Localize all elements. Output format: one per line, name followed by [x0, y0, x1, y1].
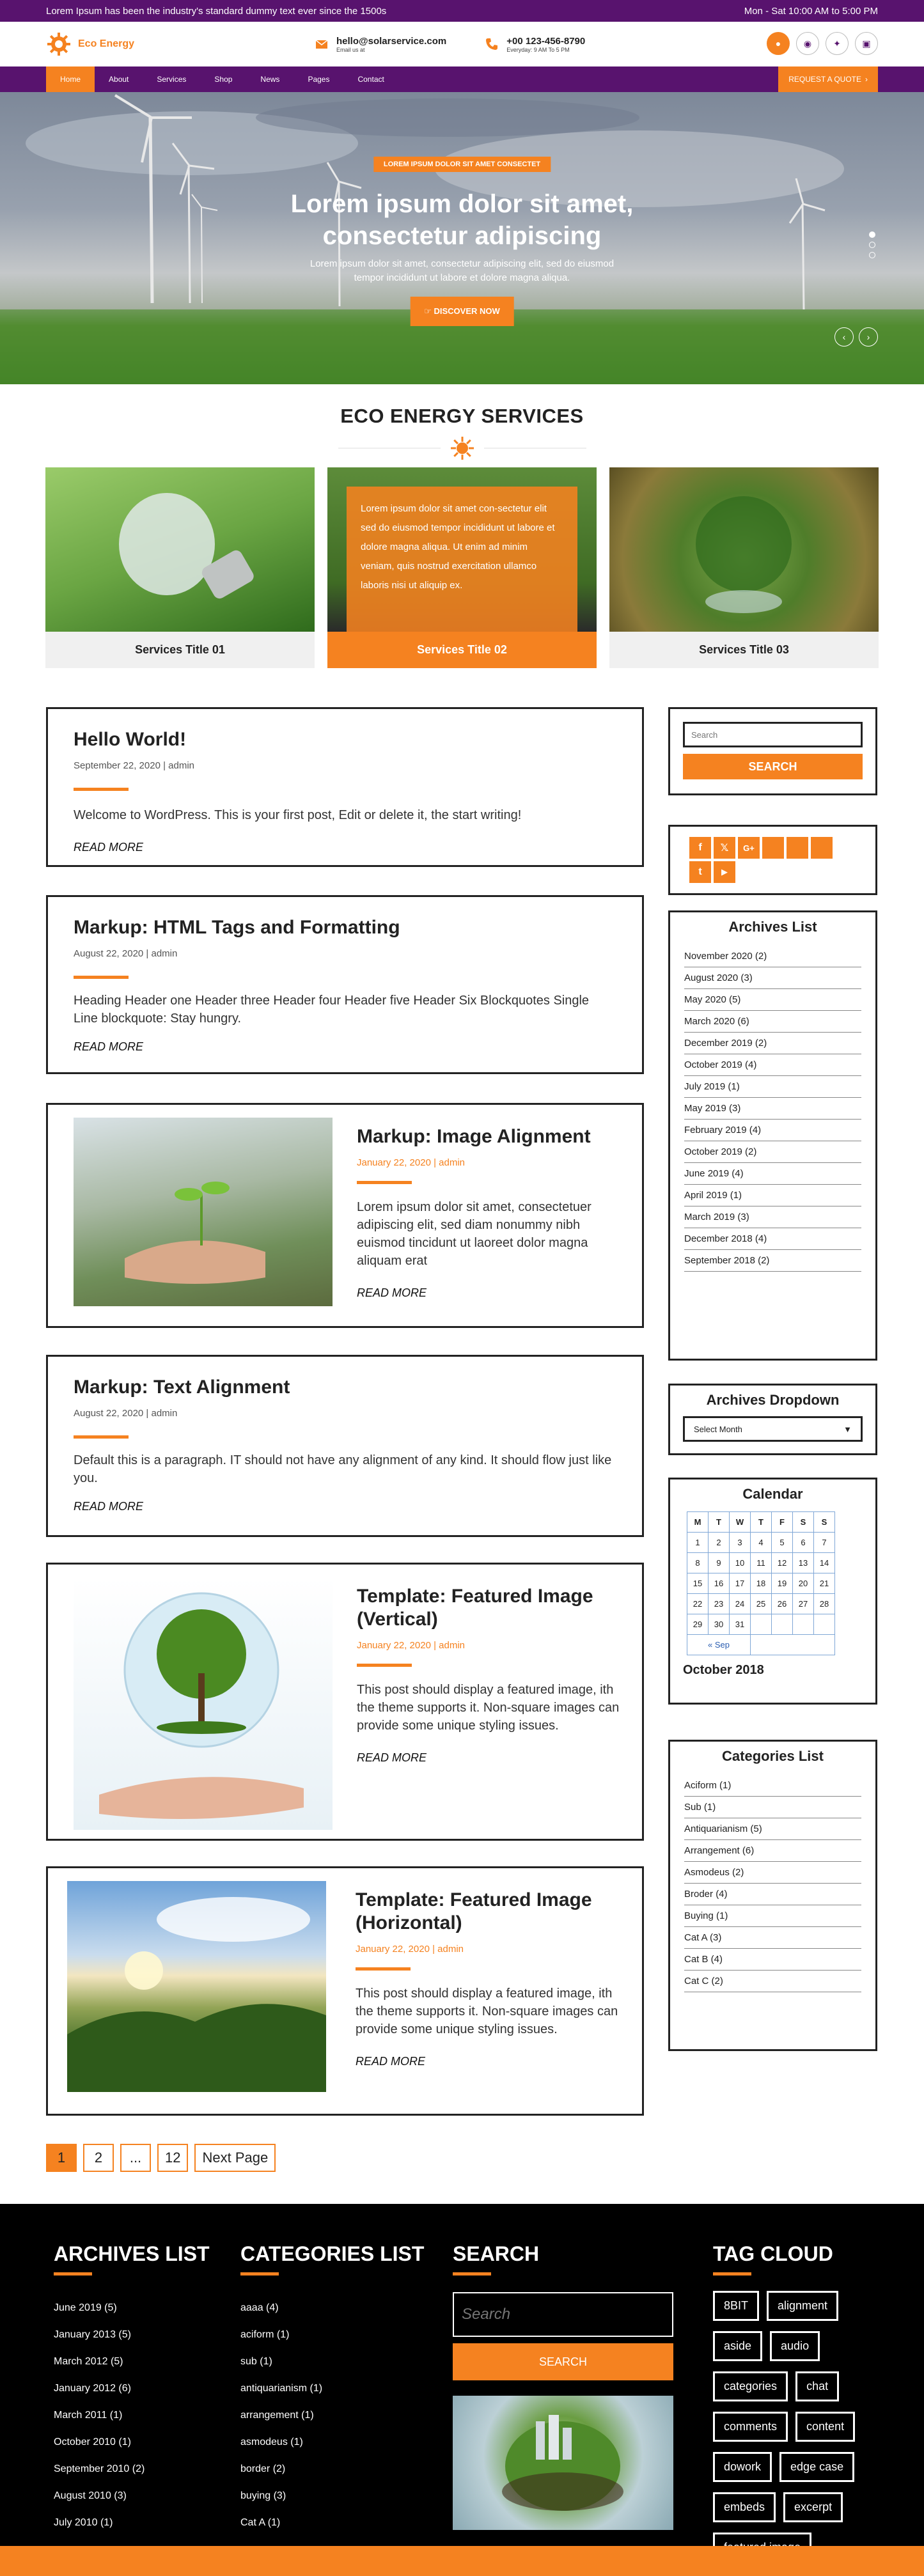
footer-category-link[interactable]: arrangement (1) [240, 2410, 314, 2421]
phone-icon [485, 37, 499, 51]
google-plus-icon[interactable]: G+ [738, 837, 760, 859]
read-more-link[interactable]: READ MORE [357, 1751, 427, 1764]
post-excerpt: Default this is a paragraph. IT should not have any alignment of any kind. It should flow just like you. [74, 1453, 612, 1485]
heading-underline [240, 2272, 279, 2275]
footer-archive-link[interactable]: March 2011 (1) [54, 2410, 123, 2421]
categories-widget [668, 1740, 877, 2051]
calendar-date: 3 [730, 1533, 751, 1553]
search-toggle-icon[interactable]: ● [767, 32, 790, 55]
calendar-date: 1 [687, 1533, 709, 1553]
post-excerpt: Lorem ipsum dolor sit amet, consectetuer adipiscing elit, sed diam nonummy nibh euismod tincidunt ut laoreet dolor magna aliquam erat [357, 1200, 591, 1268]
categories-list [684, 1775, 861, 1992]
tag-link[interactable]: comments [713, 2412, 788, 2442]
footer-category-link[interactable]: sub (1) [240, 2356, 272, 2367]
tag-link[interactable]: content [795, 2412, 855, 2442]
category-link[interactable]: Arrangement (6) [684, 1840, 861, 1862]
calendar-date: 9 [709, 1553, 730, 1573]
category-link[interactable]: Aciform (1) [684, 1775, 861, 1797]
footer-category-link[interactable]: border (2) [240, 2463, 286, 2474]
calendar-date: 27 [793, 1594, 814, 1614]
calendar-date: 20 [793, 1573, 814, 1594]
footer-categories [240, 2242, 424, 2536]
category-link[interactable]: Asmodeus (2) [684, 1862, 861, 1884]
archive-link[interactable]: August 2020 (3) [684, 967, 861, 989]
calendar-date: 14 [814, 1553, 835, 1573]
calendar-day-header: W [730, 1512, 751, 1533]
title-underline [74, 976, 129, 979]
category-link[interactable]: Broder (4) [684, 1884, 861, 1905]
phone-contact[interactable] [485, 36, 585, 53]
category-link[interactable]: Cat A (3) [684, 1927, 861, 1949]
slider-dots [869, 231, 875, 258]
calendar-date: 29 [687, 1614, 709, 1635]
calendar-date: 24 [730, 1594, 751, 1614]
search-widget [668, 707, 877, 795]
calendar-spacer [751, 1635, 835, 1655]
linkedin-icon[interactable]: ▣ [855, 32, 878, 55]
prev-slide-icon[interactable]: ‹ [834, 327, 854, 347]
post-meta: January 22, 2020 | admin [357, 1640, 466, 1651]
post-meta: September 22, 2020 | admin [74, 760, 195, 771]
tag-list [713, 2291, 892, 2573]
next-slide-icon[interactable]: › [859, 327, 878, 347]
tag-link[interactable]: excerpt [783, 2492, 843, 2522]
calendar-date: 11 [751, 1553, 772, 1573]
category-link[interactable]: Buying (1) [684, 1905, 861, 1927]
calendar-date: 16 [709, 1573, 730, 1594]
slider-dot[interactable] [869, 242, 875, 248]
read-more-link[interactable]: READ MORE [74, 841, 144, 854]
discover-now-button[interactable] [410, 297, 514, 326]
footer-archive-link[interactable]: October 2010 (1) [54, 2437, 131, 2447]
calendar-day-header: S [793, 1512, 814, 1533]
tree-bubble-image [74, 1577, 333, 1830]
request-quote-button[interactable] [778, 66, 878, 92]
footer-category-link[interactable]: antiquarianism (1) [240, 2383, 323, 2394]
blog-post [46, 1103, 644, 1328]
hills-windmill-image [67, 1881, 326, 2092]
tag-link[interactable]: 8BIT [713, 2291, 759, 2321]
laptop-grass-image [327, 467, 597, 632]
footer-category-link[interactable]: aciform (1) [240, 2329, 290, 2340]
footer-archives [54, 2242, 210, 2536]
footer-search [453, 2242, 673, 2530]
footer-archives-list [54, 2295, 210, 2536]
nav-shop[interactable]: Shop [214, 75, 233, 84]
post-title[interactable]: Markup: Image Alignment [357, 1126, 591, 1147]
service-overlay: Lorem ipsum dolor sit amet con-sectetur elit sed do eiusmod tempor incididunt ut labore et dolore magna aliqua. Ut enim ad minim veniam, quis nostrud exercitation ullamco laboris nisi ut aliquip ex. [347, 487, 577, 632]
services-list [0, 467, 924, 668]
lightbulb-image [45, 467, 315, 632]
footer-archive-link[interactable]: September 2010 (2) [54, 2463, 145, 2474]
footer-archive-link[interactable]: January 2013 (5) [54, 2329, 131, 2340]
blog-post [46, 1866, 644, 2116]
blog-post [46, 707, 644, 867]
calendar-date: 5 [772, 1533, 793, 1553]
calendar-table [687, 1511, 835, 1655]
heading-underline [453, 2272, 491, 2275]
dropdown-title: Archives Dropdown [706, 1392, 840, 1408]
title-ornament [0, 435, 924, 461]
archives-widget [668, 910, 877, 1361]
archive-link[interactable]: December 2018 (4) [684, 1228, 861, 1250]
slider-arrows [834, 327, 878, 347]
archive-link[interactable]: July 2019 (1) [684, 1076, 861, 1098]
globe-city-image [453, 2396, 673, 2530]
logo[interactable] [46, 31, 315, 57]
calendar-day-header: M [687, 1512, 709, 1533]
archive-link[interactable]: October 2019 (2) [684, 1141, 861, 1163]
tag-link[interactable]: audio [770, 2331, 820, 2361]
calendar-date: 15 [687, 1573, 709, 1594]
tag-link[interactable]: dowork [713, 2452, 772, 2482]
calendar-date [772, 1614, 793, 1635]
email-contact[interactable] [315, 36, 446, 53]
nav-services[interactable]: Services [157, 75, 187, 84]
post-title[interactable]: Template: Featured Image (Vertical) [357, 1586, 593, 1630]
tumblr-icon[interactable]: t [689, 861, 711, 883]
email-label: Email us at [336, 46, 365, 53]
read-more-link[interactable]: READ MORE [74, 1500, 144, 1513]
title-underline [357, 1181, 412, 1184]
calendar-date: 12 [772, 1553, 793, 1573]
archive-link[interactable]: February 2019 (4) [684, 1120, 861, 1141]
page-1[interactable]: 1 [46, 2144, 77, 2172]
slider-dot[interactable] [869, 252, 875, 258]
tag-link[interactable]: chat [795, 2371, 839, 2401]
calendar-date: 6 [793, 1533, 814, 1553]
month-select[interactable] [683, 1416, 863, 1442]
footer-archive-link[interactable]: January 2012 (6) [54, 2383, 131, 2394]
divider [484, 448, 586, 449]
category-link[interactable]: Cat C (2) [684, 1971, 861, 1992]
archive-link[interactable]: September 2018 (2) [684, 1250, 861, 1272]
post-excerpt: This post should display a featured image, ith the theme supports it. Non-square images can provide some unique styling issues. [356, 1987, 618, 2036]
phone-hours: Everyday: 9 AM To 5 PM [506, 46, 570, 53]
service-card[interactable] [609, 467, 879, 668]
calendar-title: Calendar [742, 1486, 803, 1502]
social-widget [668, 825, 877, 895]
post-meta: August 22, 2020 | admin [74, 948, 178, 959]
page-2[interactable]: 2 [83, 2144, 114, 2172]
footer-category-link[interactable]: Cat A (1) [240, 2517, 281, 2528]
archive-link[interactable]: June 2019 (4) [684, 1163, 861, 1185]
archive-link[interactable]: May 2020 (5) [684, 989, 861, 1011]
service-title: Services Title 02 [417, 643, 507, 656]
calendar-date: 17 [730, 1573, 751, 1594]
thumb-icon: ☞ [424, 306, 432, 316]
nav-pages[interactable]: Pages [308, 75, 330, 84]
calendar-date: 13 [793, 1553, 814, 1573]
footer-archive-link[interactable]: August 2010 (3) [54, 2490, 127, 2501]
service-title: Services Title 01 [135, 643, 225, 656]
header-icons [767, 32, 878, 55]
archives-list [684, 946, 861, 1272]
caret-down-icon: ▼ [843, 1424, 852, 1434]
hero-slider [0, 92, 924, 384]
post-title[interactable]: Markup: Text Alignment [74, 1377, 290, 1398]
service-title: Services Title 03 [699, 643, 789, 656]
archive-link[interactable]: March 2019 (3) [684, 1206, 861, 1228]
sun-icon [450, 435, 475, 461]
tag-link[interactable]: embeds [713, 2492, 776, 2522]
calendar-day-header: F [772, 1512, 793, 1533]
calendar-date: 31 [730, 1614, 751, 1635]
footer-category-link[interactable]: asmodeus (1) [240, 2437, 303, 2447]
calendar-date: 19 [772, 1573, 793, 1594]
tree-globe-image [609, 467, 879, 632]
hero-text: Lorem ipsum dolor sit amet, consectetur adipiscing elit, sed do eiusmod tempor incididunt ut labore et dolore magna aliqua. [309, 258, 615, 283]
calendar-date: 7 [814, 1533, 835, 1553]
heading-underline [54, 2272, 92, 2275]
archive-link[interactable]: May 2019 (3) [684, 1098, 861, 1120]
quote-label: REQUEST A QUOTE [788, 75, 861, 84]
header [0, 22, 924, 66]
calendar-date: 18 [751, 1573, 772, 1594]
title-underline [357, 1664, 412, 1667]
calendar-prev-link[interactable]: « Sep [687, 1635, 751, 1655]
calendar-day-header: T [751, 1512, 772, 1533]
nav-about[interactable]: About [109, 75, 129, 84]
post-excerpt: This post should display a featured image, ith the theme supports it. Non-square images can provide some unique styling issues. [357, 1683, 620, 1733]
category-link[interactable]: Cat B (4) [684, 1949, 861, 1971]
category-link[interactable]: Antiquarianism (5) [684, 1818, 861, 1840]
footer-category-link[interactable]: aaaa (4) [240, 2302, 279, 2313]
month-select-value: Select Month [694, 1424, 742, 1434]
services-title: ECO ENERGY SERVICES [340, 405, 584, 427]
calendar-date: 8 [687, 1553, 709, 1573]
sun-gear-icon [46, 31, 72, 57]
footer-archive-link[interactable]: July 2010 (1) [54, 2517, 113, 2528]
post-title[interactable]: Template: Featured Image (Horizontal) [356, 1889, 592, 1933]
phone-number: +00 123-456-8790 [506, 35, 586, 47]
archive-link[interactable]: March 2020 (6) [684, 1011, 861, 1033]
social-icon[interactable] [811, 837, 833, 859]
post-title[interactable]: Hello World! [74, 729, 187, 750]
blog-post [46, 1355, 644, 1537]
slider-dot[interactable] [869, 231, 875, 238]
sidebar-search-button[interactable]: SEARCH [683, 754, 863, 779]
calendar-date: 21 [814, 1573, 835, 1594]
footer-search-title: SEARCH [453, 2242, 540, 2265]
calendar-widget [668, 1478, 877, 1705]
archives-dropdown-widget [668, 1384, 877, 1455]
footer [0, 2204, 924, 2546]
tag-link[interactable]: alignment [767, 2291, 838, 2321]
page-12[interactable]: 12 [157, 2144, 188, 2172]
top-bar-text: Lorem Ipsum has been the industry's standard dummy text ever since the 1500s [46, 5, 387, 17]
archive-link[interactable]: October 2019 (4) [684, 1054, 861, 1076]
footer-search-button[interactable]: SEARCH [453, 2343, 673, 2380]
nav-news[interactable]: News [260, 75, 280, 84]
post-title[interactable]: Markup: HTML Tags and Formatting [74, 917, 400, 938]
archives-title: Archives List [728, 919, 817, 935]
blog-post [46, 1563, 644, 1841]
facebook-icon[interactable]: f [689, 837, 711, 859]
social-icon[interactable] [762, 837, 784, 859]
footer-tag-cloud [713, 2242, 892, 2573]
seedling-hands-image [74, 1118, 333, 1306]
heading-underline [713, 2272, 751, 2275]
pagination [46, 2144, 276, 2172]
read-more-link[interactable]: READ MORE [74, 1040, 144, 1053]
title-underline [356, 1967, 411, 1971]
categories-title: Categories List [722, 1748, 824, 1764]
title-underline [74, 788, 129, 791]
instagram-icon[interactable]: ◉ [796, 32, 819, 55]
calendar-day-header: T [709, 1512, 730, 1533]
calendar-date: 26 [772, 1594, 793, 1614]
calendar-date: 23 [709, 1594, 730, 1614]
post-excerpt: Heading Header one Header three Header four Header five Header Six Blockquotes Single Line blockquote: Stay hungry. [74, 994, 590, 1026]
calendar-date: 25 [751, 1594, 772, 1614]
footer-search-input[interactable] [453, 2292, 673, 2337]
calendar-date [751, 1614, 772, 1635]
opening-hours: Mon - Sat 10:00 AM to 5:00 PM [744, 5, 878, 17]
title-underline [74, 1435, 129, 1439]
envelope-icon [315, 37, 329, 51]
x-twitter-icon[interactable]: 𝕏 [714, 837, 735, 859]
tag-link[interactable]: aside [713, 2331, 762, 2361]
bottom-bar [0, 2546, 924, 2576]
calendar-day-header: S [814, 1512, 835, 1533]
footer-archive-link[interactable]: March 2012 (5) [54, 2356, 123, 2367]
post-excerpt: Welcome to WordPress. This is your first post, Edit or delete it, the start writing! [74, 808, 522, 822]
read-more-link[interactable]: READ MORE [357, 1286, 427, 1299]
calendar-date: 10 [730, 1553, 751, 1573]
footer-categories-title: CATEGORIES LIST [240, 2242, 425, 2265]
archive-link[interactable]: April 2019 (1) [684, 1185, 861, 1206]
calendar-date: 22 [687, 1594, 709, 1614]
logo-text: Eco Energy [78, 38, 135, 49]
page-ellipsis: ... [120, 2144, 151, 2172]
footer-archive-link[interactable]: June 2019 (5) [54, 2302, 117, 2313]
divider [338, 448, 441, 449]
service-card[interactable] [327, 467, 597, 668]
nav-home[interactable]: Home [46, 66, 95, 92]
footer-archives-title: ARCHIVES LIST [54, 2242, 210, 2265]
service-card[interactable] [45, 467, 315, 668]
top-bar [0, 0, 924, 22]
youtube-icon[interactable]: ▶ [714, 861, 735, 883]
nav-contact[interactable]: Contact [357, 75, 384, 84]
calendar-date: 30 [709, 1614, 730, 1635]
calendar-date: 28 [814, 1594, 835, 1614]
category-link[interactable]: Sub (1) [684, 1797, 861, 1818]
tag-link[interactable]: edge case [779, 2452, 854, 2482]
email-address: hello@solarservice.com [336, 35, 447, 47]
footer-categories-list [240, 2295, 424, 2536]
arrow-right-icon: › [865, 75, 868, 84]
blog-post [46, 895, 644, 1074]
calendar-date: 2 [709, 1533, 730, 1553]
calendar-date [793, 1614, 814, 1635]
post-meta: August 22, 2020 | admin [74, 1408, 178, 1419]
main-nav [0, 66, 924, 92]
hero-title: Lorem ipsum dolor sit amet, consectetur adipiscing [290, 190, 634, 250]
post-meta: January 22, 2020 | admin [357, 1157, 466, 1168]
archive-link[interactable]: December 2019 (2) [684, 1033, 861, 1054]
footer-tags-title: TAG CLOUD [713, 2242, 833, 2265]
sidebar-search-input[interactable] [683, 722, 863, 747]
next-page-button[interactable]: Next Page [194, 2144, 276, 2172]
calendar-month: October 2018 [683, 1663, 764, 1677]
hero-badge: LOREM IPSUM DOLOR SIT AMET CONSECTET [373, 157, 551, 172]
footer-category-link[interactable]: buying (3) [240, 2490, 286, 2501]
post-meta: January 22, 2020 | admin [356, 1944, 464, 1955]
twitter-icon[interactable]: ✦ [826, 32, 849, 55]
tag-link[interactable]: categories [713, 2371, 788, 2401]
read-more-link[interactable]: READ MORE [356, 2055, 426, 2068]
social-icon[interactable] [787, 837, 808, 859]
calendar-date: 4 [751, 1533, 772, 1553]
archive-link[interactable]: November 2020 (2) [684, 946, 861, 967]
discover-label: DISCOVER NOW [434, 306, 500, 316]
calendar-date [814, 1614, 835, 1635]
